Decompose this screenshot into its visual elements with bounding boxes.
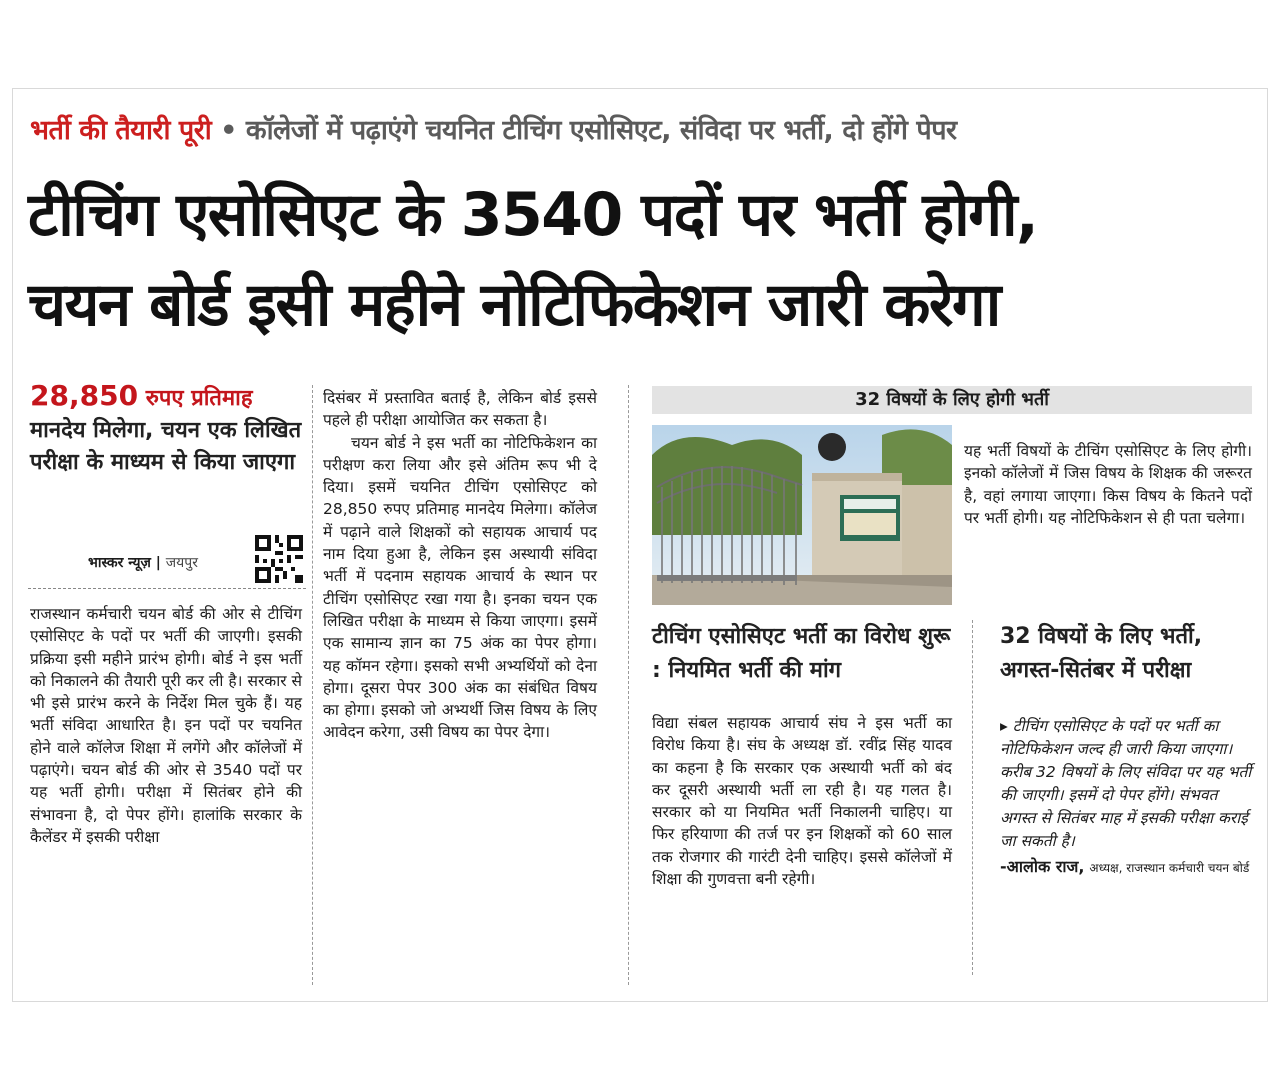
byline-separator: |: [155, 555, 161, 571]
panel-title: 32 विषयों के लिए होगी भर्ती: [652, 386, 1252, 414]
column-divider-2: [628, 385, 629, 985]
protest-heading: टीचिंग एसोसिएट भर्ती का विरोध शुरू : नियमित भर्ती की मांग: [652, 624, 951, 683]
building-photo-image: [652, 425, 952, 605]
headline-line-1: टीचिंग एसोसिएट के 3540 पदों पर भर्ती होगी,: [28, 180, 1038, 250]
byline-source: भास्कर न्यूज़: [88, 555, 151, 571]
column-1: राजस्थान कर्मचारी चयन बोर्ड की ओर से टीचिंग एसोसिएट के पदों पर भर्ती की जाएगी। इसकी प्रक्रिया इसी महीने प्रारंभ होगी। बोर्ड ने इस भर्ती को निकालने की तैयारी पूरी कर ली है। सरकार से भी इसे प्रारंभ करने के निर्देश मिल चुके हैं। यह भर्ती संविदा आधारित है। इन पदों पर चयनित होने वाले कॉलेज शिक्षा में लगेंगे और कॉलेजों में पढ़ाएंगे। चयन बोर्ड की ओर से 3540 पदों पर यह भर्ती होगी। परीक्षा में सितंबर होने की संभावना है, दो पेपर होंगे। हालांकि सरकार के कैलेंडर में इसकी परीक्षा: [30, 605, 302, 846]
panel-text: यह भर्ती विषयों के टीचिंग एसोसिएट के लिए होगी। इनको कॉलेजों में जिस विषय के शिक्षक की जरूरत है, वहां लगाया जाएगा। किस विषय के कितने पदों पर भर्ती होगी। यह नोटिफिकेशन से ही पता चलेगा।: [964, 442, 1252, 527]
lead-rest-2: मानदेय मिलेगा, चयन एक लिखित परीक्षा के माध्यम से किया जाएगा: [30, 418, 302, 475]
lead-rest-1: रुपए प्रतिमाह: [145, 386, 253, 411]
kicker-text: कॉलेजों में पढ़ाएंगे चयनित टीचिंग एसोसिएट, संविदा पर भर्ती, दो होंगे पेपर: [245, 115, 957, 146]
quote-box: [1000, 715, 1252, 880]
kicker-label: भर्ती की तैयारी पूरी: [30, 115, 212, 146]
byline: [88, 553, 198, 572]
column-2-para-2: चयन बोर्ड ने इस भर्ती का नोटिफिकेशन का परीक्षण करा लिया और इसे अंतिम रूप भी दे दिया। इसमें चयनित टीचिंग एसोसिएट को 28,850 रुपए प्रतिमाह मानदेय मिलेगा। कॉलेज में पढ़ाने वाले शिक्षकों को सहायक आचार्य पद नाम दिया हुआ है, लेकिन इस अस्थायी संविदा भर्ती में पदनाम सहायक आचार्य के स्थान पर टीचिंग एसोसिएट रखा गया है। इनका चयन एक लिखित परीक्षा के माध्यम से किया जाएगा। इसमें एक सामान्य ज्ञान का 75 अंक का पेपर होगा। यह कॉमन रहेगा। इसको सभी अभ्यर्थियों को देना होगा। दूसरा पेपर 300 अंक का संबंधित विषय का होगा। इसको जो अभ्यर्थी जिस विषय के लिए आवेदन करेगा, उसी विषय का पेपर देगा।: [323, 433, 597, 742]
protest-text: विद्या संबल सहायक आचार्य संघ ने इस भर्ती का विरोध किया है। संघ के अध्यक्ष डॉ. रवींद्र सिंह यादव का कहना है कि सरकार एक अस्थायी भर्ती को बंद कर दूसरी अस्थायी भर्ती ला रही है। यह गलत है। सरकार को या नियमित भर्ती निकालनी चाहिए। या फिर हरियाणा की तर्ज पर इन शिक्षकों को 60 साल तक रोजगार की गारंटी देनी चाहिए। इससे कॉलेजों में शिक्षा की गुणवत्ता बनी रहेगी।: [652, 714, 952, 889]
lead-amount: 28,850: [30, 379, 139, 412]
kicker-bullet: •: [220, 115, 237, 146]
column-2: [323, 387, 597, 744]
byline-city: जयपुर: [165, 555, 198, 571]
kicker-line: [30, 110, 1260, 147]
quote-marker-icon: ▸: [1000, 717, 1008, 735]
main-headline: [28, 170, 1258, 350]
column-divider-3: [972, 620, 973, 975]
quote-text: टीचिंग एसोसिएट के पदों पर भर्ती का नोटिफिकेशन जल्द ही जारी किया जाएगा। करीब 32 विषयों के लिए संविदा पर यह भर्ती की जाएगी। इसमें दो पेपर होंगे। संभवत अगस्त से सितंबर माह में इसकी परीक्षा कराई जा सकती है।: [1000, 717, 1252, 850]
column-divider-1: [312, 385, 313, 985]
byline-divider: [28, 588, 306, 589]
qr-code-icon[interactable]: [255, 535, 303, 583]
column-2-para-1: दिसंबर में प्रस्तावित बताई है, लेकिन बोर्ड इससे पहले ही परीक्षा आयोजित कर सकता है।: [323, 389, 597, 430]
headline-line-2: चयन बोर्ड इसी महीने नोटिफिकेशन जारी करेगा: [28, 270, 1000, 340]
lead-highlight: [30, 380, 302, 479]
quote-author-role: अध्यक्ष, राजस्थान कर्मचारी चयन बोर्ड: [1089, 861, 1250, 875]
quote-author: -आलोक राज,: [1000, 857, 1085, 876]
quote-heading: 32 विषयों के लिए भर्ती, अगस्त-सितंबर में परीक्षा: [1000, 624, 1203, 683]
